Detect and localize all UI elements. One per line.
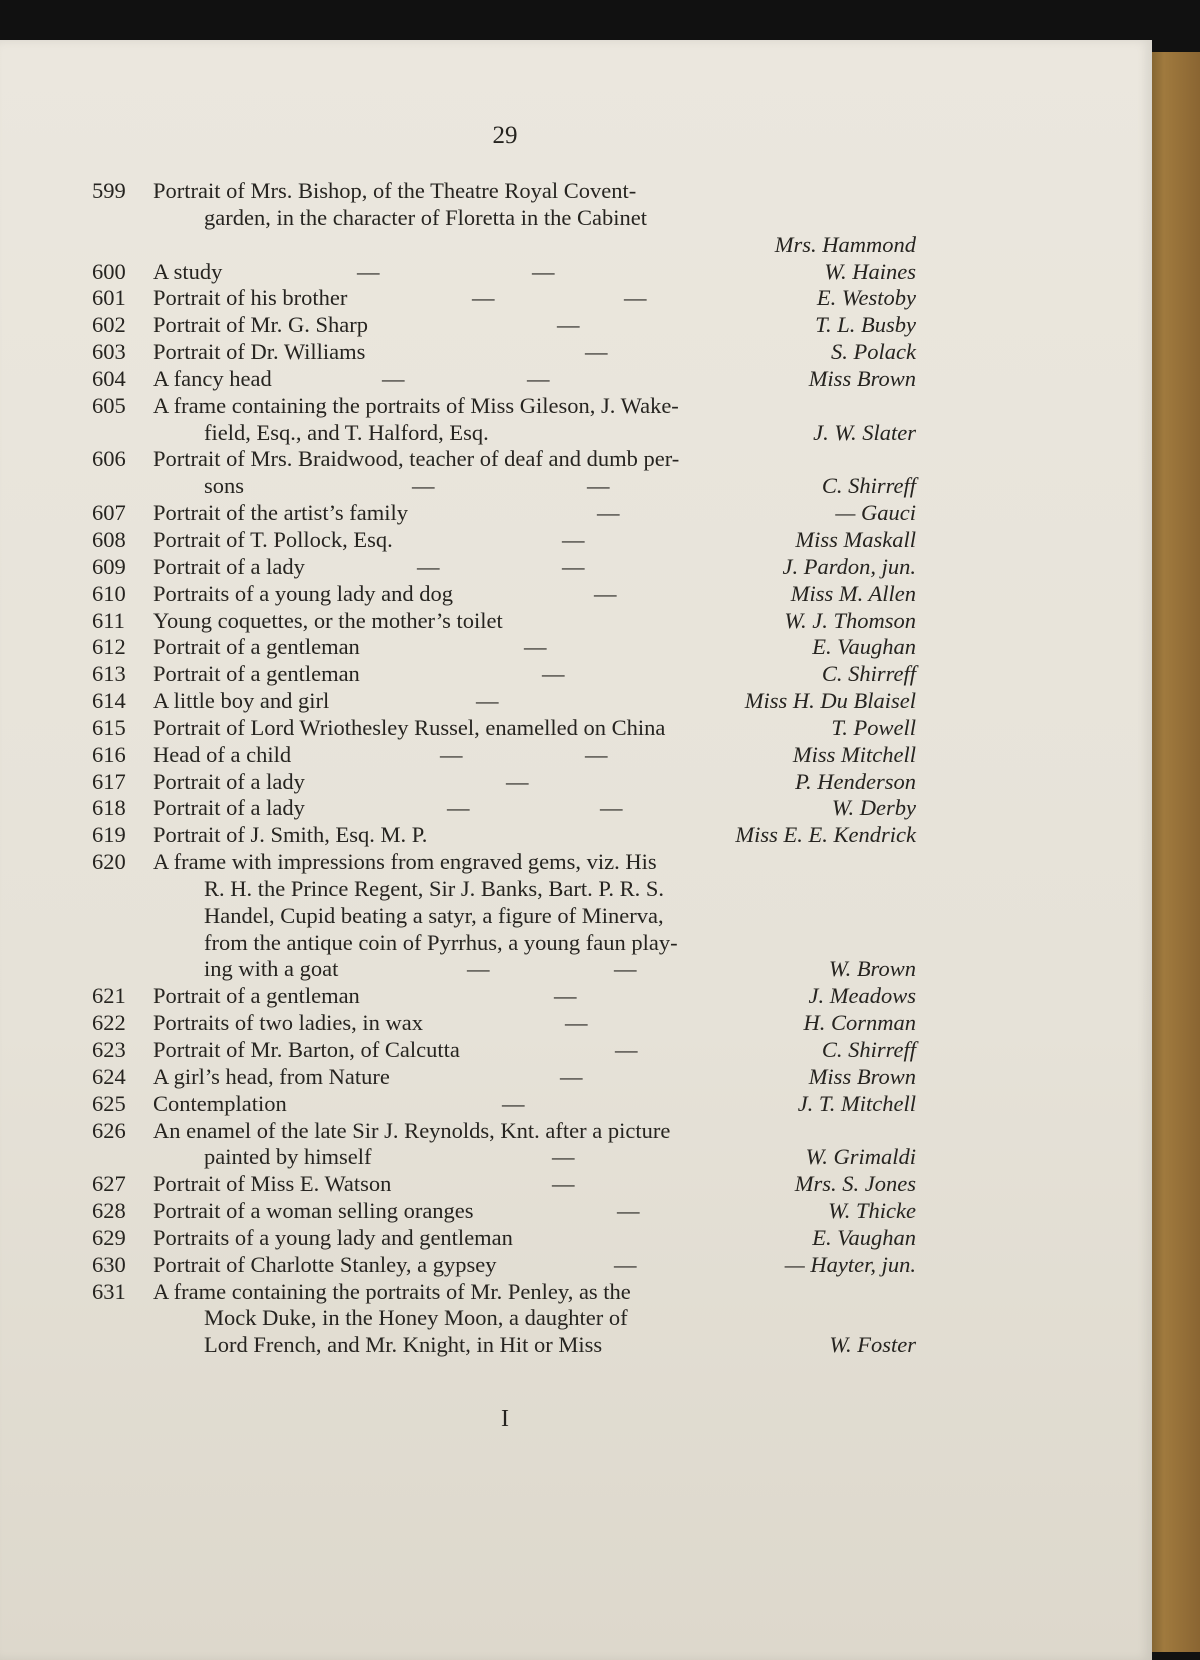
entry-artist: Mrs. S. Jones [794,1171,916,1197]
dash-leader: — [594,580,617,606]
entry-line [92,956,916,983]
entry-title: Young coquettes, or the mother’s toilet [153,607,503,633]
entry-title: Portrait of a gentleman [153,661,360,687]
entry-number: 626 [92,1117,126,1143]
entry-number: 630 [92,1251,126,1277]
entry-artist: Miss H. Du Blaisel [744,688,916,714]
entry-title: from the antique coin of Pyrrhus, a young faun play- [204,929,678,955]
entry-title: Portrait of a lady [153,768,305,794]
entry-title: Portrait of his brother [153,285,348,311]
dash-leader: — [552,1144,575,1170]
entry-title: Portraits of a young lady and dog [153,580,453,606]
entry-artist: W. Brown [828,956,916,982]
entry-line [92,339,916,366]
dash-leader: — [524,634,547,660]
entry-title: Portraits of a young lady and gentleman [153,1224,513,1250]
entry-title: Portrait of Mr. G. Sharp [153,312,368,338]
entry-line [92,366,916,393]
entry-artist: C. Shirreff [821,661,916,687]
dash-leader: — [600,795,623,821]
entry-number: 611 [92,607,125,633]
dash-leader: — [532,258,555,284]
entry-title: A frame containing the portraits of Miss Gileson, J. Wake- [153,392,679,418]
entry-title: Portrait of a lady [153,795,305,821]
entry-line [92,1279,916,1306]
entry-line [92,849,916,876]
entry-artist: T. L. Busby [815,312,916,338]
dash-leader: — [382,365,405,391]
entry-number: 627 [92,1171,126,1197]
entry-line [92,554,916,581]
entry-number: 622 [92,1010,126,1036]
entry-title: Portrait of Charlotte Stanley, a gypsey [153,1251,497,1277]
entry-line [92,527,916,554]
entry-number: 613 [92,661,126,687]
entry-title: Portrait of the artist’s family [153,500,408,526]
entry-artist: — Hayter, jun. [784,1251,916,1277]
dash-leader: — [615,1037,638,1062]
entry-line [92,500,916,527]
entry-line [92,259,916,286]
entry-title: A frame containing the portraits of Mr. Penley, as the [153,1278,631,1304]
dash-leader: — [542,661,565,687]
entry-number: 599 [92,178,126,203]
entry-number: 609 [92,553,126,579]
dash-leader: — [624,285,647,311]
entry-artist: Miss E. E. Kendrick [735,822,916,848]
dash-leader: — [614,956,637,982]
entry-line [92,1064,916,1091]
entry-artist: J. W. Slater [813,419,916,445]
dash-leader: — [560,1063,583,1089]
entry-artist: W. J. Thomson [784,607,916,633]
entry-line [92,822,916,849]
entry-number: 631 [92,1278,126,1304]
entry-artist: J. Meadows [808,983,916,1009]
entry-title: Mock Duke, in the Honey Moon, a daughter of [204,1305,628,1331]
entry-title: painted by himself [204,1144,372,1170]
entry-title: An enamel of the late Sir J. Reynolds, Knt. after a picture [153,1117,671,1143]
entry-artist: T. Powell [831,714,916,740]
entry-title: Handel, Cupid beating a satyr, a figure of Minerva, [204,902,664,928]
dash-leader: — [447,795,470,821]
entry-title: Portrait of T. Pollock, Esq. [153,526,393,552]
entry-line [92,1037,916,1064]
entry-title: Portrait of Lord Wriothesley Russel, enamelled on China [153,714,666,740]
entry-artist: S. Polack [831,339,916,365]
entry-title: ing with a goat [204,956,339,982]
entry-number: 612 [92,634,126,660]
entry-artist: J. T. Mitchell [797,1090,916,1116]
dash-leader: — [585,339,608,365]
signature-mark: I [501,1406,509,1432]
page-number: 29 [492,122,518,149]
entry-title: A study [153,258,223,284]
entry-line [92,1332,916,1359]
catalogue-page [0,40,1152,1660]
entry-line [92,205,916,232]
entry-line [92,742,916,769]
entry-artist: H. Cornman [803,1010,916,1036]
entry-line [92,1091,916,1118]
entry-artist: W. Thicke [828,1198,916,1224]
entry-artist: Miss Brown [808,365,916,391]
entry-number: 614 [92,688,126,714]
entry-line [92,688,916,715]
dash-leader: — [557,312,580,338]
entry-artist: W. Foster [829,1332,916,1358]
entry-line [92,983,916,1010]
entry-title: Portraits of two ladies, in wax [153,1010,423,1036]
entry-number: 608 [92,526,126,552]
dash-leader: — [562,526,585,552]
entry-line [92,581,916,608]
dash-leader: — [617,1198,640,1224]
entry-line [92,608,916,635]
entry-artist: W. Grimaldi [805,1144,916,1170]
entry-line [92,285,916,312]
dash-leader: — [552,1171,575,1197]
dash-leader: — [417,553,440,579]
entry-title: Portrait of a gentleman [153,634,360,660]
entry-artist: C. Shirreff [821,1037,916,1062]
entry-title: Portrait of Dr. Williams [153,339,366,365]
catalogue-entries [92,178,916,1359]
entry-number: 625 [92,1090,126,1116]
entry-line [92,715,916,742]
entry-number: 605 [92,392,126,418]
entry-title: Portrait of Mrs. Braidwood, teacher of deaf and dumb per- [153,446,680,472]
entry-artist: Mrs. Hammond [774,231,916,257]
entry-title: R. H. the Prince Regent, Sir J. Banks, Bart. P. R. S. [204,875,664,901]
entry-line [92,1118,916,1145]
entry-line [92,1198,916,1225]
entry-artist: C. Shirreff [821,473,916,499]
entry-number: 615 [92,714,126,740]
dash-leader: — [565,1010,588,1036]
dash-leader: — [506,768,529,794]
entry-artist: Miss Maskall [795,526,916,552]
entry-number: 623 [92,1037,126,1062]
entry-title: A girl’s head, from Nature [153,1063,390,1089]
entry-line [92,178,916,205]
entry-number: 619 [92,822,126,848]
entry-number: 610 [92,580,126,606]
dash-leader: — [357,258,380,284]
entry-artist: W. Haines [824,258,916,284]
entry-line [92,420,916,447]
entry-number: 602 [92,312,126,338]
entry-line [92,1252,916,1279]
entry-line [92,232,916,259]
entry-title: Portrait of Mr. Barton, of Calcutta [153,1037,460,1062]
entry-line [92,769,916,796]
entry-title: Head of a child [153,741,292,767]
entry-number: 620 [92,849,126,875]
entry-line [92,930,916,957]
entry-title: A little boy and girl [153,688,330,714]
dash-leader: — [614,1251,637,1277]
entry-line [92,1225,916,1252]
entry-number: 606 [92,446,126,472]
entry-title: Contemplation [153,1090,287,1116]
entry-number: 624 [92,1063,126,1089]
entry-artist: W. Derby [831,795,916,821]
dash-leader: — [476,688,499,714]
entry-title: Lord French, and Mr. Knight, in Hit or Miss [204,1332,603,1358]
entry-title: sons [204,473,245,499]
entry-line [92,446,916,473]
entry-artist: — Gauci [835,500,916,526]
entry-line [92,876,916,903]
dash-leader: — [527,365,550,391]
entry-line [92,473,916,500]
entry-line [92,1171,916,1198]
entry-artist: E. Vaughan [812,634,916,660]
dash-leader: — [412,473,435,499]
entry-line [92,903,916,930]
dash-leader: — [587,473,610,499]
entry-line [92,634,916,661]
dash-leader: — [597,500,620,526]
dash-leader: — [554,983,577,1009]
dash-leader: — [467,956,490,982]
entry-line [92,795,916,822]
entry-artist: E. Vaughan [812,1224,916,1250]
entry-number: 603 [92,339,126,365]
entry-number: 607 [92,500,126,526]
dash-leader: — [440,741,463,767]
entry-title: Portrait of J. Smith, Esq. M. P. [153,822,428,848]
entry-title: Portrait of Mrs. Bishop, of the Theatre Royal Covent- [153,178,637,203]
entry-artist: P. Henderson [795,768,916,794]
dash-leader: — [585,741,608,767]
entry-title: A frame with impressions from engraved gems, viz. His [153,849,657,875]
entry-line [92,661,916,688]
entry-line [92,1010,916,1037]
entry-number: 604 [92,365,126,391]
entry-number: 616 [92,741,126,767]
entry-artist: J. Pardon, jun. [782,553,916,579]
dash-leader: — [562,553,585,579]
entry-number: 600 [92,258,126,284]
entry-number: 617 [92,768,126,794]
entry-line [92,312,916,339]
entry-artist: Miss Brown [808,1063,916,1089]
entry-number: 618 [92,795,126,821]
entry-title: Portrait of a woman selling oranges [153,1198,474,1224]
entry-title: Portrait of Miss E. Watson [153,1171,392,1197]
entry-line [92,1144,916,1171]
entry-title: garden, in the character of Floretta in the Cabinet [204,204,647,230]
entry-number: 601 [92,285,126,311]
entry-artist: E. Westoby [816,285,916,311]
entry-title: field, Esq., and T. Halford, Esq. [204,419,489,445]
dash-leader: — [502,1090,525,1116]
entry-artist: Miss Mitchell [792,741,916,767]
entry-title: A fancy head [153,365,272,391]
entry-title: Portrait of a gentleman [153,983,360,1009]
entry-line [92,393,916,420]
dash-leader: — [472,285,495,311]
entry-artist: Miss M. Allen [790,580,916,606]
entry-number: 629 [92,1224,126,1250]
entry-title: Portrait of a lady [153,553,305,579]
entry-number: 621 [92,983,126,1009]
entry-line [92,1305,916,1332]
entry-number: 628 [92,1198,126,1224]
